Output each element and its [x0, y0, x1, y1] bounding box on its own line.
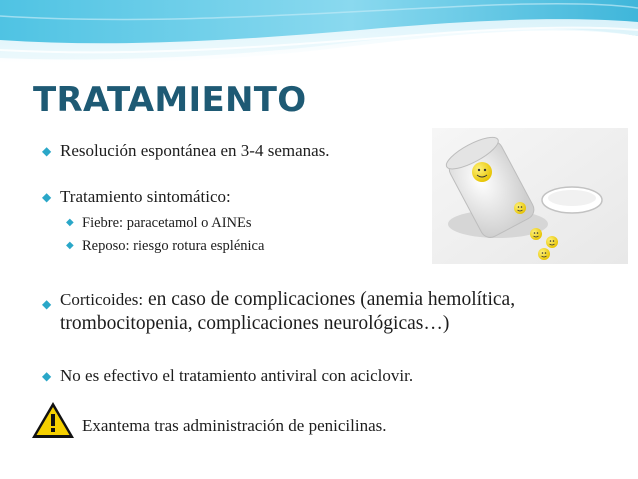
subbullet-text: Reposo: riesgo rotura esplénica	[82, 238, 265, 254]
bullet-mark-icon: ◆	[66, 240, 74, 251]
bullet-mark-icon: ◆	[42, 369, 52, 383]
bullet-text: en caso de complicaciones (anemia hemolítica, trombocitopenia, complicaciones neurológicas…)	[60, 289, 516, 334]
pill-bottle-image	[432, 128, 628, 264]
bullet-tratamiento	[42, 186, 231, 208]
subbullet-fiebre	[66, 213, 252, 233]
bullet-mark-icon: ◆	[66, 217, 74, 228]
bullet-mark-icon: ◆	[42, 190, 52, 204]
subbullet-reposo	[66, 236, 265, 256]
bullet-aciclovir	[42, 365, 414, 387]
bullet-text: Resolución espontánea en 3-4 semanas.	[60, 141, 330, 160]
bullet-corticoides	[42, 288, 620, 336]
warning-text: Exantema tras administración de penicilinas.	[82, 416, 387, 435]
header-banner	[0, 0, 638, 80]
bullet-resolucion	[42, 140, 330, 162]
subbullet-text: Fiebre: paracetamol o AINEs	[82, 215, 252, 231]
bullet-mark-icon: ◆	[42, 297, 52, 311]
bullet-mark-icon: ◆	[42, 144, 52, 158]
slide-title: TRATAMIENTO	[33, 80, 307, 120]
bullet-lead: Corticoides:	[60, 290, 144, 309]
bullet-text: Tratamiento sintomático:	[60, 187, 231, 206]
bullet-text: No es efectivo el tratamiento antiviral con aciclovir.	[60, 366, 414, 385]
warning-triangle-icon	[30, 400, 76, 440]
